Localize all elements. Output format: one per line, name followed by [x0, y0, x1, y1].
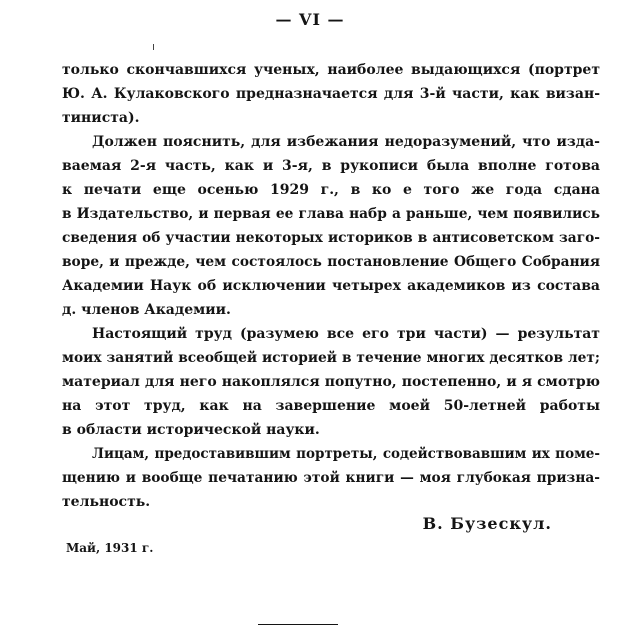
text-line: Ю. А. Кулаковского предназначается для 3-й части, как визан- [62, 86, 600, 102]
text-line: тиниста). [62, 110, 140, 126]
text-line: ваемая 2-я часть, как и 3-я, в рукописи была вполне готова [62, 158, 600, 174]
text-line: в Издательство, и первая ее глава набр а раньше, чем появились [62, 206, 600, 222]
footer-rule [258, 624, 338, 625]
text-line: тельность. [62, 494, 151, 510]
text-line: Должен пояснить, для избежания недоразумений, что изда- [92, 134, 600, 150]
text-line: моих занятий всеобщей историей в течение многих десятков лет; [62, 350, 600, 366]
text-line: Академии Наук об исключении четырех академиков из состава [62, 278, 600, 294]
text-line: д. членов Академии. [62, 302, 231, 318]
text-line: Лицам, предоставившим портреты, содействовавшим их поме- [92, 446, 600, 462]
text-line: материал для него накоплялся попутно, постепенно, и я смотрю [62, 374, 600, 390]
print-speck [153, 44, 154, 50]
text-line: щению и вообще печатанию этой книги — моя глубокая призна- [62, 470, 600, 486]
body-text [62, 58, 600, 514]
date-line: Май, 1931 г. [66, 541, 154, 555]
text-line: воре, и прежде, чем состоялось постановление Общего Собрания [62, 254, 600, 270]
text-line: только скончавшихся ученых, наиболее выдающихся (портрет [62, 62, 600, 78]
text-line: на этот труд, как на завершение моей 50-летней работы [62, 398, 600, 414]
text-line: Настоящий труд (разумею все его три части) — результат [92, 326, 600, 342]
text-line: сведения об участии некоторых историков в антисоветском заго- [62, 230, 600, 246]
text-line: в области исторической науки. [62, 422, 320, 438]
text-line: к печати еще осенью 1929 г., в ко е того же года сдана [62, 182, 600, 198]
author-signature: В. Бузескул. [422, 514, 552, 533]
page-number: — VI — [275, 10, 345, 29]
